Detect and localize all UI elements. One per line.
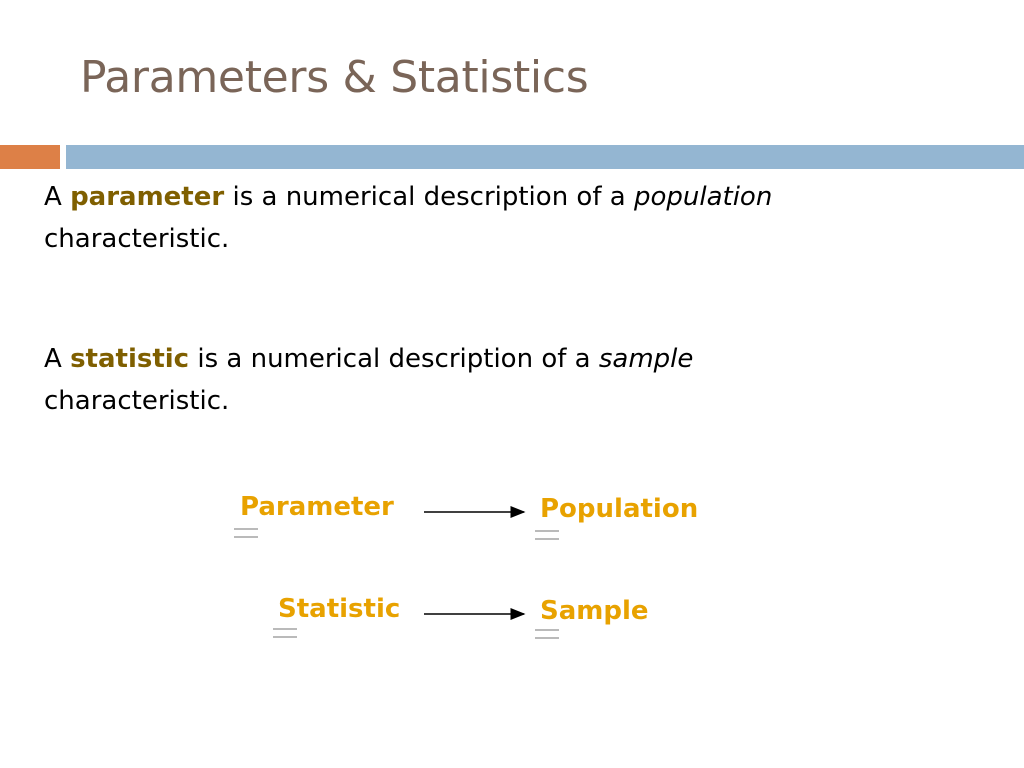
definition-body: is a numerical description of a bbox=[197, 344, 591, 374]
definition-lead: A bbox=[44, 344, 62, 374]
double-underline-icon bbox=[535, 630, 559, 638]
double-underline-icon bbox=[273, 629, 297, 637]
definition-emphasis: sample bbox=[598, 344, 694, 374]
definition-emphasis: population bbox=[633, 182, 773, 212]
definition-lead: A bbox=[44, 182, 62, 212]
definition-body: is a numerical description of a bbox=[232, 182, 626, 212]
mapping-from-parameter: Parameter bbox=[240, 492, 394, 522]
definition-tail: characteristic. bbox=[44, 224, 230, 254]
definition-term: statistic bbox=[70, 344, 190, 374]
definition-tail: characteristic. bbox=[44, 386, 230, 416]
mapping-to-population: Population bbox=[540, 494, 699, 524]
definition-term: parameter bbox=[70, 182, 225, 212]
double-underline-icon bbox=[234, 529, 258, 537]
double-underline-icon bbox=[535, 531, 559, 539]
mapping-from-statistic: Statistic bbox=[278, 594, 401, 624]
slide-title: Parameters & Statistics bbox=[80, 52, 589, 103]
mapping-to-sample: Sample bbox=[540, 596, 649, 626]
